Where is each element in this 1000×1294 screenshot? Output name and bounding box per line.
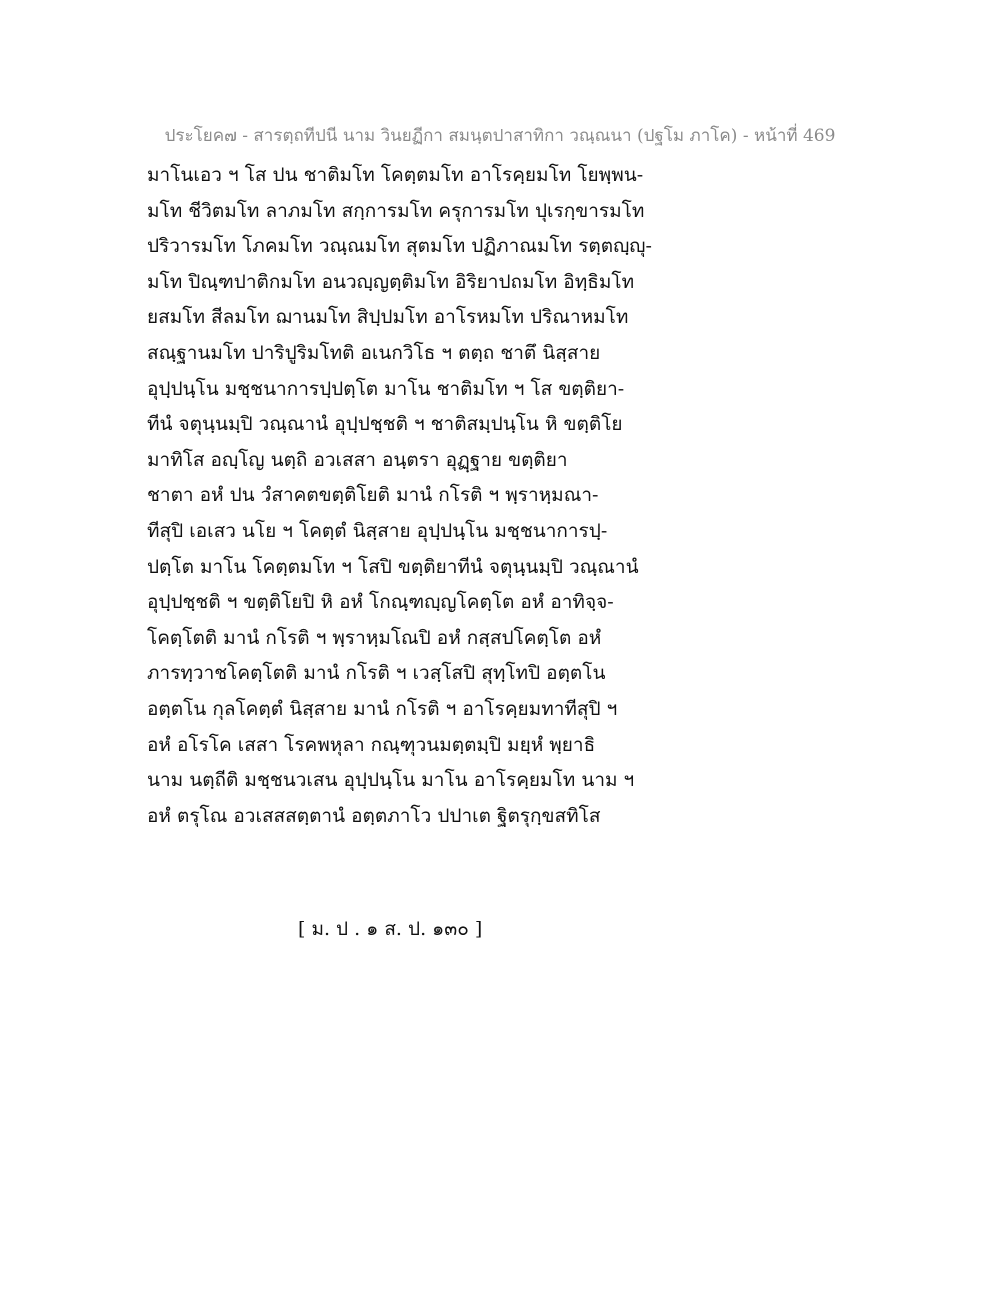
text-line: ปริวารมโท โภคมโท วณฺณมโท สุตมโท ปฏิภาณมโท รตฺตญฺญุ- [147, 235, 652, 258]
header-separator: - [737, 126, 754, 146]
text-line: อุปฺปชฺชติ ฯ ขตฺติโยปิ หิ อหํ โกณฺฑญฺญโคตฺโต อหํ อาทิจฺจ- [147, 591, 614, 614]
text-line: ปตฺโต มาโน โคตฺตมโท ฯ โสปิ ขตฺติยาทีนํ จตุนฺนมฺปิ วณฺณานํ [147, 555, 639, 578]
text-line: โคตฺโตติ มานํ กโรติ ฯ พฺราหฺมโณปิ อหํ กสฺสปโคตฺโต อหํ [147, 626, 602, 649]
header-page-number: หน้าที่ 469 [754, 126, 836, 146]
text-line: อตฺตโน กุลโคตฺตํ นิสฺสาย มานํ กโรติ ฯ อาโรคฺยมทาทีสุปิ ฯ [147, 697, 618, 720]
text-line: ทีนํ จตุนฺนมฺปิ วณฺณานํ อุปฺปชฺชติ ฯ ชาติสมฺปนฺโน หิ ขตฺติโย [147, 413, 623, 436]
header-book-title: ประโยค๗ - สารตฺถทีปนี นาม วินยฏีกา สมนฺตปาสาทิกา วณฺณนา (ปฐโม ภาโค) [164, 126, 738, 146]
text-line: มาโนเอว ฯ โส ปน ชาติมโท โคตฺตมโท อาโรคฺยมโท โยพฺพน- [147, 164, 644, 186]
citation-reference: [ ม. ป . ๑ ส. ป. ๑๓๐ ] [298, 918, 483, 940]
text-line: ชาตา อหํ ปน วํสาคตขตฺติโยติ มานํ กโรติ ฯ พฺราหฺมณา- [147, 484, 599, 507]
text-line: ยสมโท สีลมโท ฌานมโท สิปฺปมโท อาโรหมโท ปริณาหมโท [147, 306, 629, 329]
text-line: สณฺฐานมโท ปาริปูริมโทติ อเนกวิโธ ฯ ตตฺถ ชาตึ นิสฺสาย [147, 341, 601, 364]
text-line: มาทิโส อญฺโญ นตฺถิ อวเสสา อนฺตรา อุฏฺฐาย ขตฺติยา [147, 448, 568, 471]
body-text [147, 158, 687, 834]
text-line: ภารทฺวาชโคตฺโตติ มานํ กโรติ ฯ เวสฺโสปิ สุทฺโทปิ อตฺตโน [147, 662, 606, 685]
text-line: อหํ อโรโค เสสา โรคพหุลา กณฺฑุวนมตฺตมฺปิ มยฺหํ พฺยาธิ [147, 733, 596, 756]
text-line: อหํ ตรุโณ อวเสสสตฺตานํ อตฺตภาโว ปปาเต ฐิตรุกฺขสทิโส [147, 804, 601, 827]
text-line: มโท ชีวิตมโท ลาภมโท สกฺการมโท ครุการมโท ปุเรกฺขารมโท [147, 199, 645, 222]
text-line: มโท ปิณฺฑปาติกมโท อนวญฺญตฺติมโท อิริยาปถมโท อิทฺธิมโท [147, 270, 635, 293]
text-line: นาม นตฺถีติ มชฺชนวเสน อุปฺปนฺโน มาโน อาโรคฺยมโท นาม ฯ [147, 769, 635, 792]
text-line: อุปฺปนฺโน มชฺชนาการปฺปตฺโต มาโน ชาติมโท ฯ โส ขตฺติยา- [147, 377, 625, 400]
text-line: ทีสุปิ เอเสว นโย ฯ โคตฺตํ นิสฺสาย อุปฺปนฺโน มชฺชนาการปฺ- [147, 519, 608, 542]
page-header [0, 122, 1000, 149]
